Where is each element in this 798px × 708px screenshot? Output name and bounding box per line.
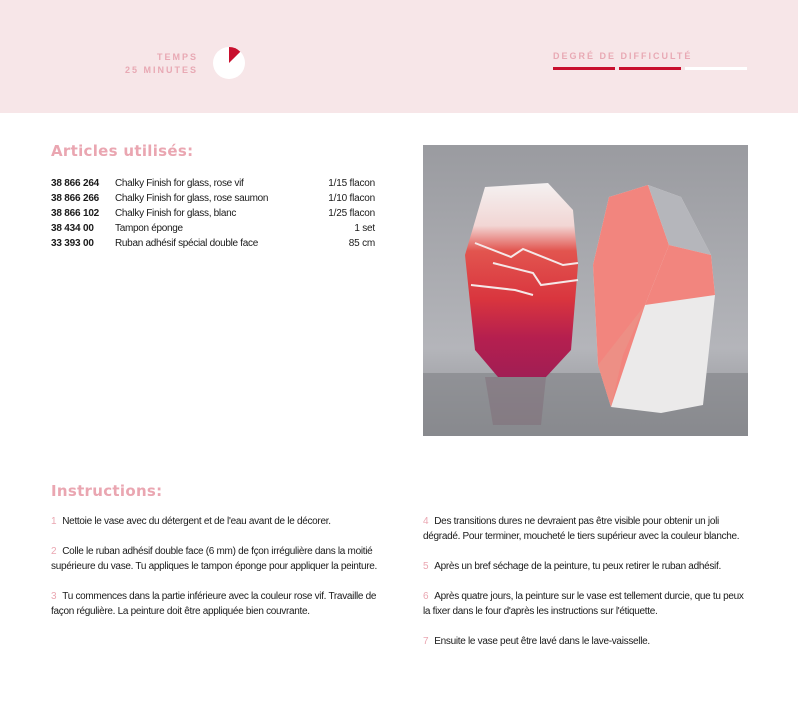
material-quantity: 85 cm [348, 238, 375, 249]
material-row [51, 206, 375, 221]
step-number: 7 [423, 636, 429, 647]
instruction-step [423, 559, 753, 574]
time-label-block [125, 51, 198, 77]
materials-title: Articles utilisés: [51, 142, 194, 160]
material-description: Chalky Finish for glass, rose vif [115, 178, 244, 189]
step-number: 2 [51, 546, 57, 557]
material-code: 38 866 266 [51, 193, 100, 204]
difficulty-bar-empty [685, 67, 747, 70]
material-code: 38 866 264 [51, 178, 100, 189]
instructions-title: Instructions: [51, 482, 163, 500]
materials-list [51, 176, 375, 251]
instruction-step [423, 514, 753, 544]
difficulty-label: DEGRÉ DE DIFFICULTÉ [553, 51, 693, 61]
material-description: Ruban adhésif spécial double face [115, 238, 258, 249]
instruction-step [423, 589, 753, 619]
step-text: Après quatre jours, la peinture sur le vase est tellement durcie, que tu peux la fixer dans le four d'après les instructions sur l'étiquette. [423, 591, 744, 617]
material-code: 38 866 102 [51, 208, 100, 219]
time-value: 25 MINUTES [124, 65, 198, 75]
material-quantity: 1/15 flacon [328, 178, 375, 189]
material-quantity: 1/25 flacon [328, 208, 375, 219]
instruction-step [51, 514, 381, 529]
step-text: Tu commences dans la partie inférieure avec la couleur rose vif. Travaille de façon régulière. La peinture doit être appliquée bien couvrante. [51, 591, 377, 617]
material-description: Chalky Finish for glass, blanc [115, 208, 237, 219]
step-number: 6 [423, 591, 429, 602]
step-text: Nettoie le vase avec du détergent et de l'eau avant de le décorer. [62, 516, 331, 527]
difficulty-bar-filled [553, 67, 615, 70]
instruction-step [51, 589, 381, 619]
instruction-step [423, 634, 753, 649]
step-text: Des transitions dures ne devraient pas être visible pour obtenir un joli dégradé. Pour terminer, moucheté le tiers supérieur avec la couleur blanche. [423, 516, 740, 542]
step-text: Colle le ruban adhésif double face (6 mm) de fçon irrégulière dans la moitié supérieure du vase. Tu appliques le tampon éponge pour appliquer la peinture. [51, 546, 378, 572]
vases-photo [423, 145, 748, 436]
step-number: 3 [51, 591, 57, 602]
step-text: Après un bref séchage de la peinture, tu peux retirer le ruban adhésif. [434, 561, 721, 572]
material-quantity: 1 set [354, 223, 375, 234]
material-row [51, 176, 375, 191]
step-text: Ensuite le vase peut être lavé dans le lave-vaisselle. [434, 636, 650, 647]
step-number: 1 [51, 516, 57, 527]
time-label: TEMPS [156, 52, 198, 62]
material-code: 38 434 00 [51, 223, 94, 234]
instructions-left-column [51, 514, 381, 634]
step-number: 4 [423, 516, 429, 527]
material-row [51, 236, 375, 251]
material-row [51, 191, 375, 206]
material-code: 33 393 00 [51, 238, 94, 249]
difficulty-meter [553, 67, 747, 71]
header-band [0, 0, 798, 113]
instruction-step [51, 544, 381, 574]
difficulty-bar-filled [619, 67, 681, 70]
material-description: Tampon éponge [115, 223, 183, 234]
step-number: 5 [423, 561, 429, 572]
material-row [51, 221, 375, 236]
material-description: Chalky Finish for glass, rose saumon [115, 193, 269, 204]
material-quantity: 1/10 flacon [328, 193, 375, 204]
clock-icon [213, 47, 245, 79]
instructions-right-column [423, 514, 753, 664]
